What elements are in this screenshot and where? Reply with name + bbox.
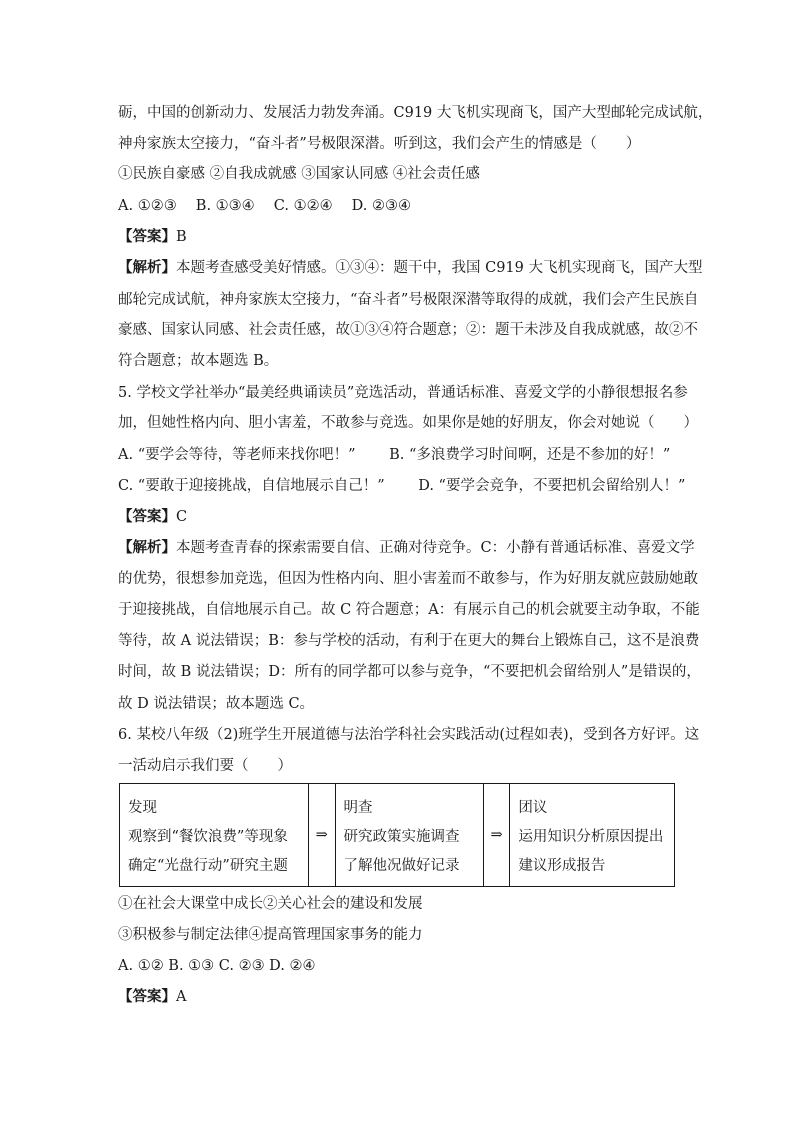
analysis-text: 本题考查青春的探索需要自信、正确对待竞争。C：小静有普通话标准、喜爱文学 [176, 540, 695, 556]
answer-value: A [176, 989, 187, 1005]
cell-text: 运用知识分析原因提出 [518, 829, 664, 845]
q5-analysis-line-4: 等待，故 A 说法错误；B：参与学校的活动，有利于在更大的舞台上锻炼自己，这不是浪费 [118, 633, 700, 649]
q4-analysis-line-1 [118, 258, 703, 278]
analysis-label: 【解析】 [118, 259, 176, 276]
q6-stem-line-1: 6. 某校八年级（2)班学生开展道德与法治学科社会实践活动(过程如表)，受到各方好评。这 [118, 727, 700, 743]
arrow-icon: ⇒ [483, 784, 510, 887]
q5-choices-line-2: C. “要敢于迎接挑战，自信地展示自己！” D. “要学会竞争，不要把机会留给别人！” [118, 478, 686, 494]
table-cell-discuss [510, 784, 675, 887]
q6-options-line-2: ③积极参与制定法律④提高管理国家事务的能力 [118, 927, 423, 943]
q4-choices: A. ①②③ B. ①③④ C. ①②④ D. ②③④ [118, 198, 412, 214]
answer-label: 【答案】 [118, 988, 176, 1005]
q4-answer [118, 227, 187, 247]
q5-answer [118, 507, 187, 527]
cell-text: 研究政策实施调查 [343, 829, 460, 845]
q4-stem-line-1: 砺，中国的创新动力、发展活力勃发奔涌。C919 大飞机实现商飞，国产大型邮轮完成试航， [118, 105, 713, 121]
cell-heading: 发现 [128, 800, 157, 816]
q4-analysis-line-2: 邮轮完成试航，神舟家族太空接力，“奋斗者”号极限深潜等取得的成就，我们会产生民族自 [118, 292, 699, 308]
analysis-text: 本题考查感受美好情感。①③④：题干中，我国 C919 大飞机实现商飞，国产大型 [176, 260, 703, 276]
q6-choices: A. ①② B. ①③ C. ②③ D. ②④ [118, 958, 316, 974]
q6-options-line-1: ①在社会大课堂中成长②关心社会的建设和发展 [118, 896, 423, 912]
q5-analysis-line-2: 的优势，很想参加竞选，但因为性格内向、胆小害羞而不敢参与，作为好朋友就应鼓励她敢 [118, 571, 698, 587]
q6-stem-line-2: 一活动启示我们要（ ） [118, 758, 292, 774]
q5-stem-line-1: 5. 学校文学社举办“最美经典诵读员”竞选活动，普通话标准、喜爱文学的小静很想报名参 [118, 385, 688, 401]
analysis-label: 【解析】 [118, 539, 176, 556]
cell-heading: 明查 [343, 800, 373, 816]
q4-analysis-line-4: 符合题意；故本题选 B。 [118, 353, 279, 369]
cell-text: 建议形成报告 [518, 858, 606, 874]
arrow-icon: ⇒ [308, 784, 335, 887]
table-cell-discover [120, 784, 309, 887]
answer-value: C [176, 509, 188, 525]
q5-analysis-line-5: 时间，故 B 说法错误；D：所有的同学都可以参与竞争，“不要把机会留给别人”是错误的， [118, 664, 701, 680]
q6-answer [118, 987, 186, 1007]
q4-analysis-line-3: 豪感、国家认同感、社会责任感，故①③④符合题意；②：题干未涉及自我成就感，故②不 [118, 322, 698, 338]
q5-analysis-line-1 [118, 538, 695, 558]
cell-text: 观察到“餐饮浪费”等现象 [128, 829, 288, 845]
answer-label: 【答案】 [118, 228, 176, 245]
cell-text: 确定“光盘行动”研究主题 [128, 858, 288, 874]
q5-analysis-line-6: 故 D 说法错误；故本题选 C。 [118, 696, 315, 712]
q4-options: ①民族自豪感 ②自我成就感 ③国家认同感 ④社会责任感 [118, 166, 480, 182]
answer-value: B [176, 229, 187, 245]
cell-heading: 团议 [518, 800, 548, 816]
q4-stem-line-2: 神舟家族太空接力，“奋斗者”号极限深潜。听到这，我们会产生的情感是（ ） [118, 136, 641, 152]
answer-label: 【答案】 [118, 508, 176, 525]
activity-process-table [119, 783, 675, 887]
q5-choices-line-1: A. “要学会等待，等老师来找你吧！” B. “多浪费学习时间啊，还是不参加的好！” [118, 447, 671, 463]
cell-text: 了解他况做好记录 [343, 858, 460, 874]
q5-analysis-line-3: 于迎接挑战，自信地展示自己。故 C 符合题意；A：有展示自己的机会就要主动争取，不能 [118, 602, 700, 618]
q5-stem-line-2: 加，但她性格内向、胆小害羞，不敢参与竞选。如果你是她的好朋友，你会对她说（ ） [118, 415, 698, 431]
table-cell-investigate [335, 784, 483, 887]
